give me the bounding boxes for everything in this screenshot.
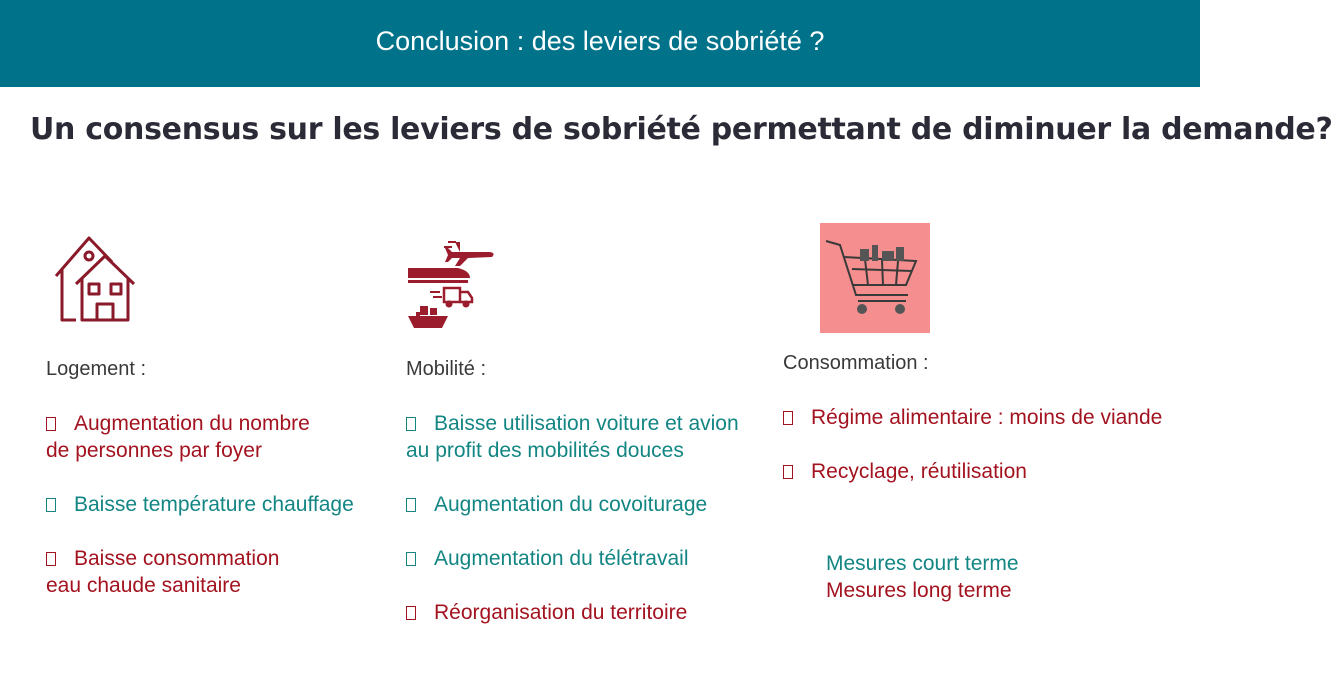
bullet-icon <box>783 411 793 425</box>
mobilite-item <box>406 491 707 518</box>
logement-item <box>46 410 310 464</box>
bullet-icon <box>406 417 416 431</box>
shopping-cart-icon <box>820 223 930 333</box>
transport-icon <box>404 236 499 332</box>
bullet-icon <box>406 552 416 566</box>
item-line: Réorganisation du territoire <box>434 601 688 624</box>
consommation-title: Consommation : <box>783 352 929 374</box>
consommation-item <box>783 458 1027 485</box>
mobilite-item <box>406 545 689 572</box>
item-line: Baisse consommation <box>74 547 280 570</box>
header-bar <box>0 0 1200 87</box>
house-icon <box>52 234 138 324</box>
item-line: Régime alimentaire : moins de viande <box>811 406 1163 429</box>
consommation-item <box>783 404 1162 431</box>
item-line: Baisse utilisation voiture et avion <box>434 412 739 435</box>
bullet-icon <box>783 465 793 479</box>
bullet-icon <box>406 606 416 620</box>
item-line: de personnes par foyer <box>46 439 262 462</box>
logement-item <box>46 545 279 599</box>
mobilite-item <box>406 599 687 626</box>
bullet-icon <box>46 417 56 431</box>
slide-subtitle: Un consensus sur les leviers de sobriété permettant de diminuer la demande? <box>30 112 1333 147</box>
legend-long-term: Mesures long terme <box>826 579 1012 602</box>
logement-item <box>46 491 354 518</box>
item-line: Recyclage, réutilisation <box>811 460 1027 483</box>
bullet-icon <box>406 498 416 512</box>
bullet-icon <box>46 498 56 512</box>
item-line: au profit des mobilités douces <box>406 439 684 462</box>
mobilite-item <box>406 410 739 464</box>
logement-title: Logement : <box>46 358 147 380</box>
item-line: Augmentation du nombre <box>74 412 310 435</box>
item-line: eau chaude sanitaire <box>46 574 241 597</box>
slide-title: Conclusion : des leviers de sobriété ? <box>375 26 825 56</box>
item-line: Baisse température chauffage <box>74 493 354 516</box>
bullet-icon <box>46 552 56 566</box>
mobilite-title: Mobilité : <box>406 358 487 380</box>
legend-short-term: Mesures court terme <box>826 552 1019 575</box>
legend <box>826 550 1019 604</box>
item-line: Augmentation du télétravail <box>434 547 689 570</box>
item-line: Augmentation du covoiturage <box>434 493 708 516</box>
